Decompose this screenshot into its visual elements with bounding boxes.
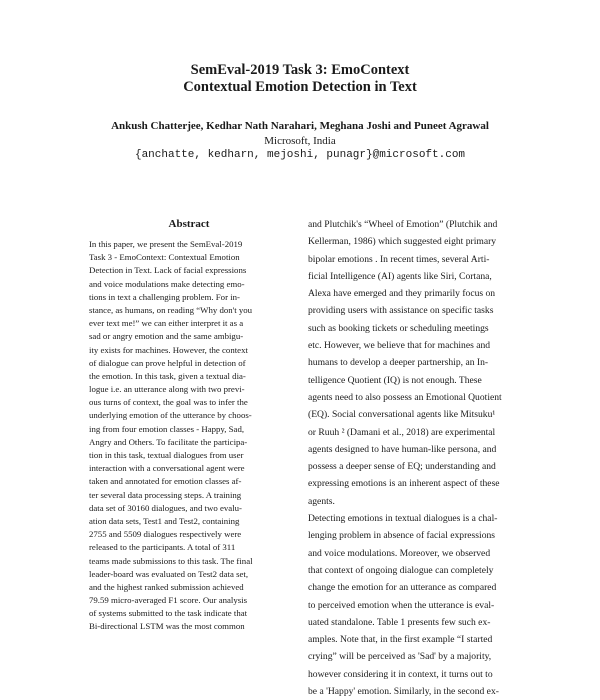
- abstract-body: [89, 238, 289, 634]
- abstract-line: ing from four emotion classes - Happy, Sad,: [89, 423, 245, 434]
- abstract-line: sad or angry emotion and the same ambigu-: [89, 331, 244, 342]
- abstract-line: and voice modulations make detecting emo-: [89, 278, 245, 289]
- body-line: however considering it in context, it turns out to: [308, 668, 493, 680]
- body-line: etc. However, we believe that for machines and: [308, 340, 491, 352]
- body-line: Kellerman, 1986) which suggested eight primary: [308, 236, 497, 248]
- body-line: change the emotion for an utterance as compared: [308, 582, 497, 594]
- body-line: and voice modulations. Moreover, we observed: [308, 547, 491, 559]
- abstract-line: ever text me!” we can either interpret it as a: [89, 318, 244, 329]
- abstract-line: leader-board was evaluated on Test2 data set,: [89, 568, 249, 579]
- abstract-line: ous turns of context, the goal was to infer the: [89, 397, 248, 408]
- body-line: expressing emotions is an inherent aspect of these: [308, 478, 500, 490]
- abstract-line: of systems submitted to the task indicate that: [89, 608, 248, 619]
- abstract-line: interaction with a conversational agent were: [89, 463, 245, 474]
- body-line: to perceived emotion when the utterance is eval-: [308, 599, 495, 611]
- abstract-line: ation data sets, Test1 and Test2, containing: [89, 515, 240, 526]
- abstract-line: 2755 and 5509 dialogues respectively were: [89, 529, 242, 540]
- paper-email: {anchatte, kedharn, mejoshi, punagr}@microsoft.com: [134, 149, 466, 161]
- body-line: (EQ). Social conversational agents like Mitsuku¹: [308, 409, 496, 421]
- body-line: or Ruuh ² (Damani et al., 2018) are experimental: [308, 426, 496, 438]
- body-line: ficial Intelligence (AI) agents like Siri, Cortana,: [308, 270, 492, 282]
- body-line: possess a deeper sense of EQ; understanding and: [308, 461, 496, 473]
- paper-title-line: Contextual Emotion Detection in Text: [183, 79, 417, 95]
- abstract-line: underlying emotion of the utterance by choos-: [89, 410, 252, 421]
- abstract-line: Bi-directional LSTM was the most common: [89, 621, 245, 632]
- body-line: agents designed to have human-like persona, and: [308, 443, 497, 455]
- abstract-line: teams made submissions to this task. The final: [89, 555, 253, 566]
- body-line: such as booking tickets or scheduling meetings: [308, 322, 489, 334]
- body-line: Detecting emotions in textual dialogues is a chal-: [308, 513, 498, 525]
- abstract-line: taken and annotated for emotion classes af-: [89, 476, 242, 487]
- body-line: and Plutchik's “Wheel of Emotion” (Plutchik and: [308, 219, 498, 230]
- paper-affiliation: Microsoft, India: [264, 135, 336, 147]
- abstract-line: tion in this task, textual dialogues from user: [89, 450, 244, 460]
- abstract-line: Task 3 - EmoContext: Contextual Emotion: [89, 252, 240, 263]
- abstract-line: logue i.e. an utterance along with two previ-: [89, 384, 245, 395]
- abstract-line: ity exists for machines. However, the context: [89, 344, 248, 355]
- abstract-heading: Abstract: [168, 218, 210, 230]
- body-line: amples. Note that, in the first example “I started: [308, 634, 493, 646]
- abstract-line: and the highest ranked submission achieved: [89, 581, 244, 592]
- abstract-line: the emotion. In this task, given a textual dia-: [89, 370, 246, 381]
- paper-authors: Ankush Chatterjee, Kedhar Nath Narahari, Meghana Joshi and Puneet Agrawal: [111, 120, 489, 132]
- paper-title-line: SemEval-2019 Task 3: EmoContext: [190, 62, 410, 78]
- body-line: agents.: [308, 495, 335, 507]
- body-line: providing users with assistance on specific tasks: [308, 305, 494, 317]
- body-line: lenging problem in absence of facial expressions: [308, 530, 496, 542]
- paper-title: [0, 62, 600, 96]
- body-line: uated standalone. Table 1 presents few such ex-: [308, 616, 491, 628]
- abstract-line: ter several data processing steps. A training: [89, 489, 242, 500]
- abstract-line: stance, as humans, on reading “Why don't you: [89, 304, 253, 315]
- abstract-line: In this paper, we present the SemEval-2019: [89, 239, 243, 249]
- body-line: be a 'Happy' emotion. Similarly, in the second ex-: [308, 686, 499, 698]
- body-line: bipolar emotions . In recent times, several Arti-: [308, 253, 490, 265]
- abstract-line: data set of 30160 dialogues, and two evalu-: [89, 502, 242, 513]
- abstract-line: released to the participants. A total of 311: [89, 542, 236, 553]
- body-line: Alexa have emerged and they primarily focus on: [308, 288, 496, 300]
- body-line: crying” will be perceived as 'Sad' by a majority,: [308, 651, 492, 663]
- body-line: that context of ongoing dialogue can completely: [308, 564, 494, 576]
- body-column-right: [308, 216, 532, 700]
- abstract-line: 79.59 micro-averaged F1 score. Our analysis: [89, 595, 248, 606]
- abstract-line: of dialogue can prove helpful in detection of: [89, 357, 246, 368]
- abstract-line: Detection in Text. Lack of facial expressions: [89, 265, 247, 276]
- body-line: telligence Quotient (IQ) is not enough. These: [308, 374, 482, 386]
- body-line: agents need to also possess an Emotional Quotient: [308, 391, 502, 403]
- abstract-line: Angry and Others. To facilitate the participa-: [89, 436, 248, 447]
- abstract-line: tions in text a challenging problem. For in-: [89, 291, 240, 302]
- body-line: humans to develop a deeper partnership, an In-: [308, 357, 489, 369]
